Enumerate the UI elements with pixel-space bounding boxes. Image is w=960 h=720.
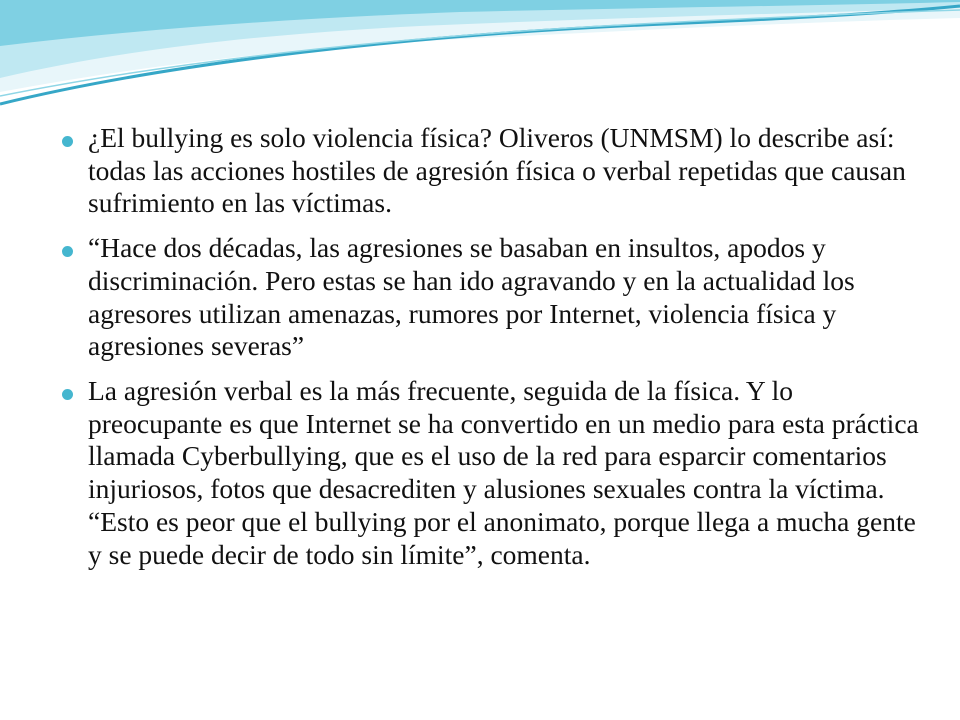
bullet-list bbox=[60, 122, 920, 583]
bullet-item bbox=[60, 122, 920, 220]
bullet-text: ¿El bullying es solo violencia física? Oliveros (UNMSM) lo describe así: todas las acciones hostiles de agresión física o verbal repetidas que causan sufrimiento en las víctimas. bbox=[88, 122, 906, 219]
bullet-marker bbox=[62, 136, 73, 147]
bullet-item bbox=[60, 375, 920, 571]
bullet-marker bbox=[62, 246, 73, 257]
header-wave-decoration bbox=[0, 0, 960, 120]
bullet-item bbox=[60, 232, 920, 363]
bullet-marker bbox=[62, 389, 73, 400]
bullet-text: La agresión verbal es la más frecuente, seguida de la física. Y lo preocupante es que Internet se ha convertido en un medio para esta práctica llamada Cyberbullying, que es el uso de la red para esparcir comentarios injuriosos, fotos que desacrediten y alusiones sexuales contra la víctima. “Esto es peor que el bullying por el anonimato, porque llega a mucha gente y se puede decir de todo sin límite”, comenta. bbox=[88, 375, 919, 570]
bullet-text: “Hace dos décadas, las agresiones se basaban en insultos, apodos y discriminación. Pero estas se han ido agravando y en la actualidad los agresores utilizan amenazas, rumores por Internet, violencia física y agresiones severas” bbox=[88, 232, 855, 362]
